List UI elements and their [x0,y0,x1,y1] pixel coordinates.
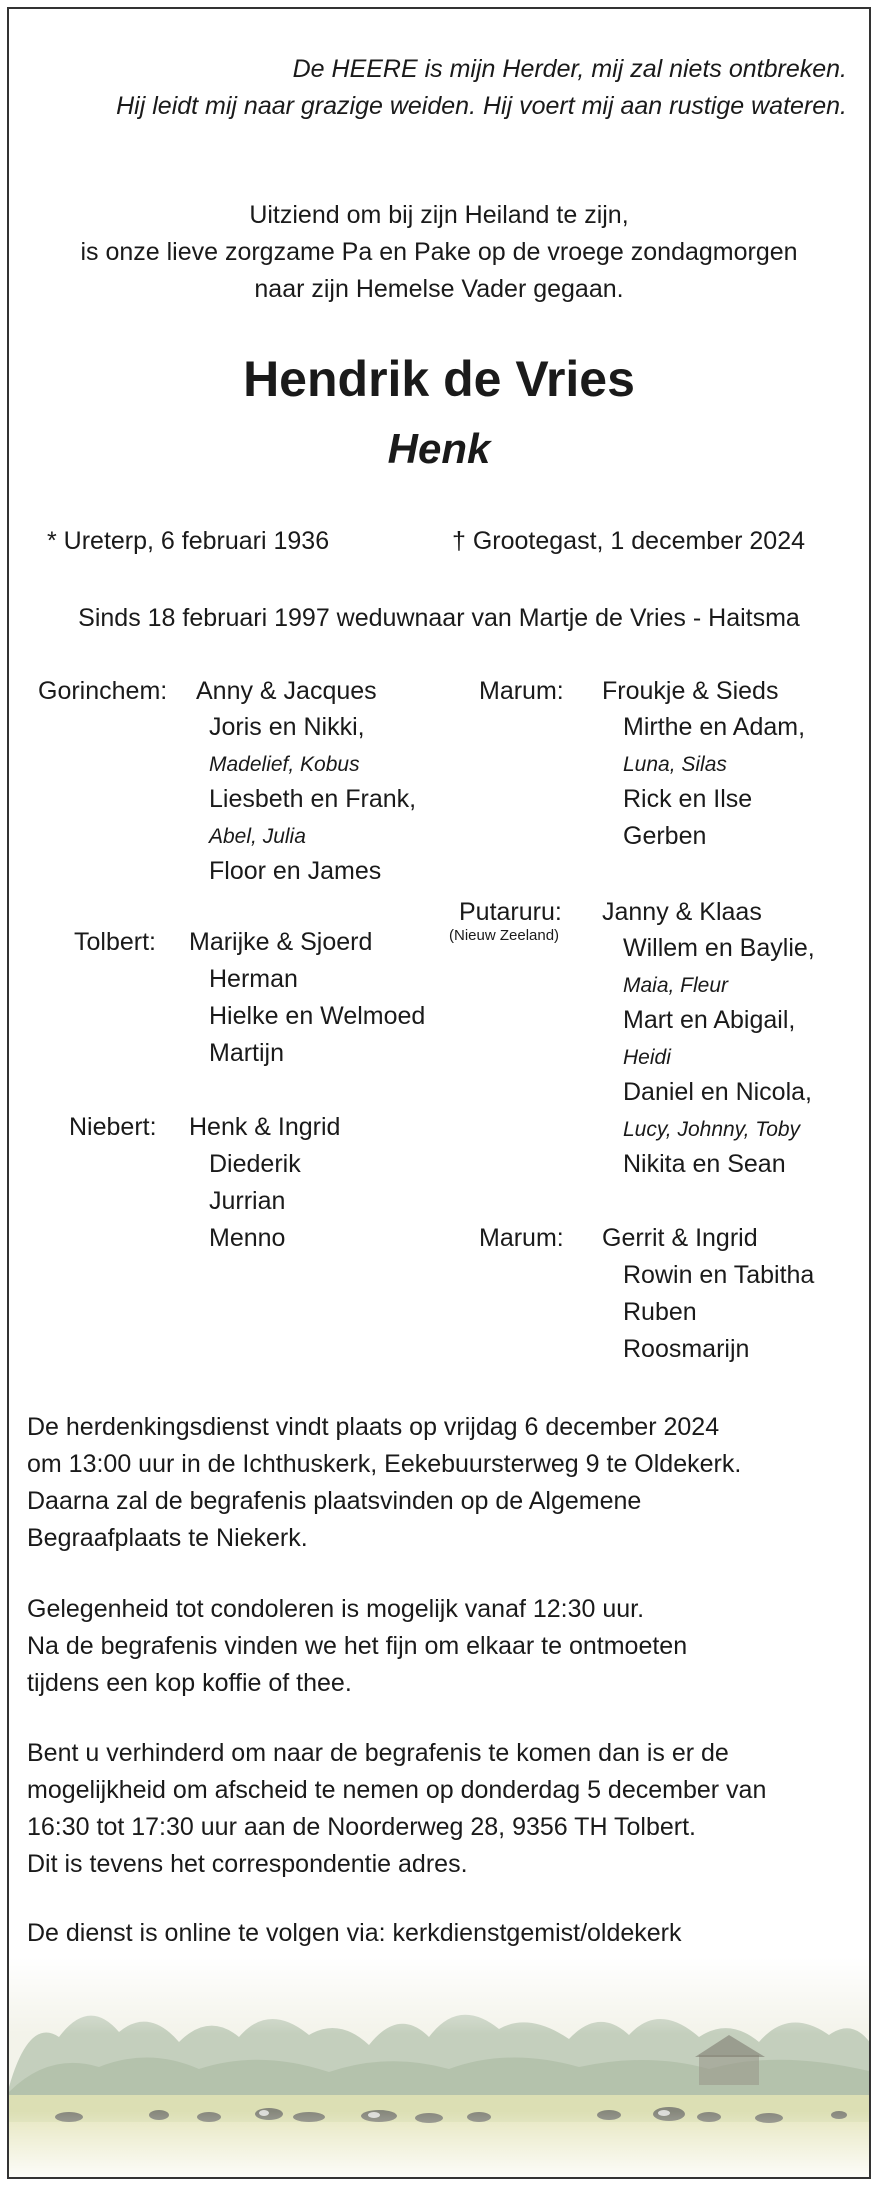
grandchild-line: Joris en Nikki, [209,713,365,741]
place-label: Marum: [479,1224,564,1252]
meadow-illustration [9,1957,869,2177]
grandchild-line: Rowin en Tabitha [623,1261,815,1289]
service-info: De herdenkingsdienst vindt plaats op vrijdag 6 december 2024 om 13:00 uur in de Ichthuskerk, Eekebuursterweg 9 te Oldekerk. Daarna zal de begrafenis plaatsvinden op de Algemene Begraafplaats te Niekerk. [27,1413,742,1552]
intro-text: Uitziend om bij zijn Heiland te zijn, is onze lieve zorgzame Pa en Pake op de vroege zondagmorgen naar zijn Hemelse Vader gegaan. [80,201,798,303]
family-head: Marijke & Sjoerd [189,928,373,956]
great-grandchildren: Lucy, Johnny, Toby [623,1118,801,1141]
grandchild-line: Roosmarijn [623,1335,750,1363]
grandchild-line: Mirthe en Adam, [623,713,806,741]
grandchild-line: Rick en Ilse [623,785,753,813]
family-head: Anny & Jacques [196,677,377,705]
widower-note: Sinds 18 februari 1997 weduwnaar van Martje de Vries - Haitsma [78,604,800,632]
deceased-name: Hendrik de Vries [243,351,635,407]
place-label: Marum: [479,677,564,705]
death-notice [7,7,871,2179]
grandchild-line: Martijn [209,1039,285,1067]
grandchild-line: Daniel en Nicola, [623,1078,812,1106]
grandchild-line: Gerben [623,822,707,850]
great-grandchildren: Maia, Fleur [623,974,729,997]
place-label: Tolbert: [74,928,156,956]
family-head: Gerrit & Ingrid [602,1224,758,1252]
birth-info: * Ureterp, 6 februari 1936 [47,527,330,555]
place-label: Gorinchem: [38,677,168,705]
grandchild-line: Diederik [209,1150,301,1178]
condolence-info: Gelegenheid tot condoleren is mogelijk vanaf 12:30 uur. Na de begrafenis vinden we het fijn om elkaar te ontmoeten tijdens een kop koffie of thee. [27,1595,688,1697]
bible-verse: De HEERE is mijn Herder, mij zal niets ontbreken. Hij leidt mij naar grazige weiden. Hij voert mij aan rustige wateren. [116,55,847,120]
great-grandchildren: Abel, Julia [209,825,306,848]
family-head: Froukje & Sieds [602,677,779,705]
great-grandchildren: Luna, Silas [623,753,727,776]
grandchild-line: Menno [209,1224,286,1252]
grandchild-line: Nikita en Sean [623,1150,786,1178]
grandchild-line: Liesbeth en Frank, [209,785,417,813]
meadow-image [9,1957,871,2177]
farewell-info: Bent u verhinderd om naar de begrafenis te komen dan is er de mogelijkheid om afscheid te nemen op donderdag 5 december van 16:30 tot 17:30 uur aan de Noorderweg 28, 9356 TH Tolbert. Dit is tevens het correspondentie adres. [27,1739,767,1878]
place-label: Niebert: [69,1113,157,1141]
place-label: Putaruru: [459,898,562,926]
death-info: † Grootegast, 1 december 2024 [452,527,806,555]
great-grandchildren: Heidi [623,1046,671,1069]
grandchild-line: Floor en James [209,857,382,885]
grandchild-line: Mart en Abigail, [623,1006,796,1034]
great-grandchildren: Madelief, Kobus [209,753,360,776]
place-sublabel: (Nieuw Zeeland) [449,927,560,944]
grandchild-line: Willem en Baylie, [623,934,815,962]
grandchild-line: Hielke en Welmoed [209,1002,426,1030]
family-head: Henk & Ingrid [189,1113,341,1141]
nickname: Henk [387,425,491,472]
family-head: Janny & Klaas [602,898,762,926]
grandchild-line: Jurrian [209,1187,286,1215]
grandchild-line: Ruben [623,1298,697,1326]
grandchild-line: Herman [209,965,298,993]
online-info: De dienst is online te volgen via: kerkdienstgemist/oldekerk [27,1919,682,1947]
